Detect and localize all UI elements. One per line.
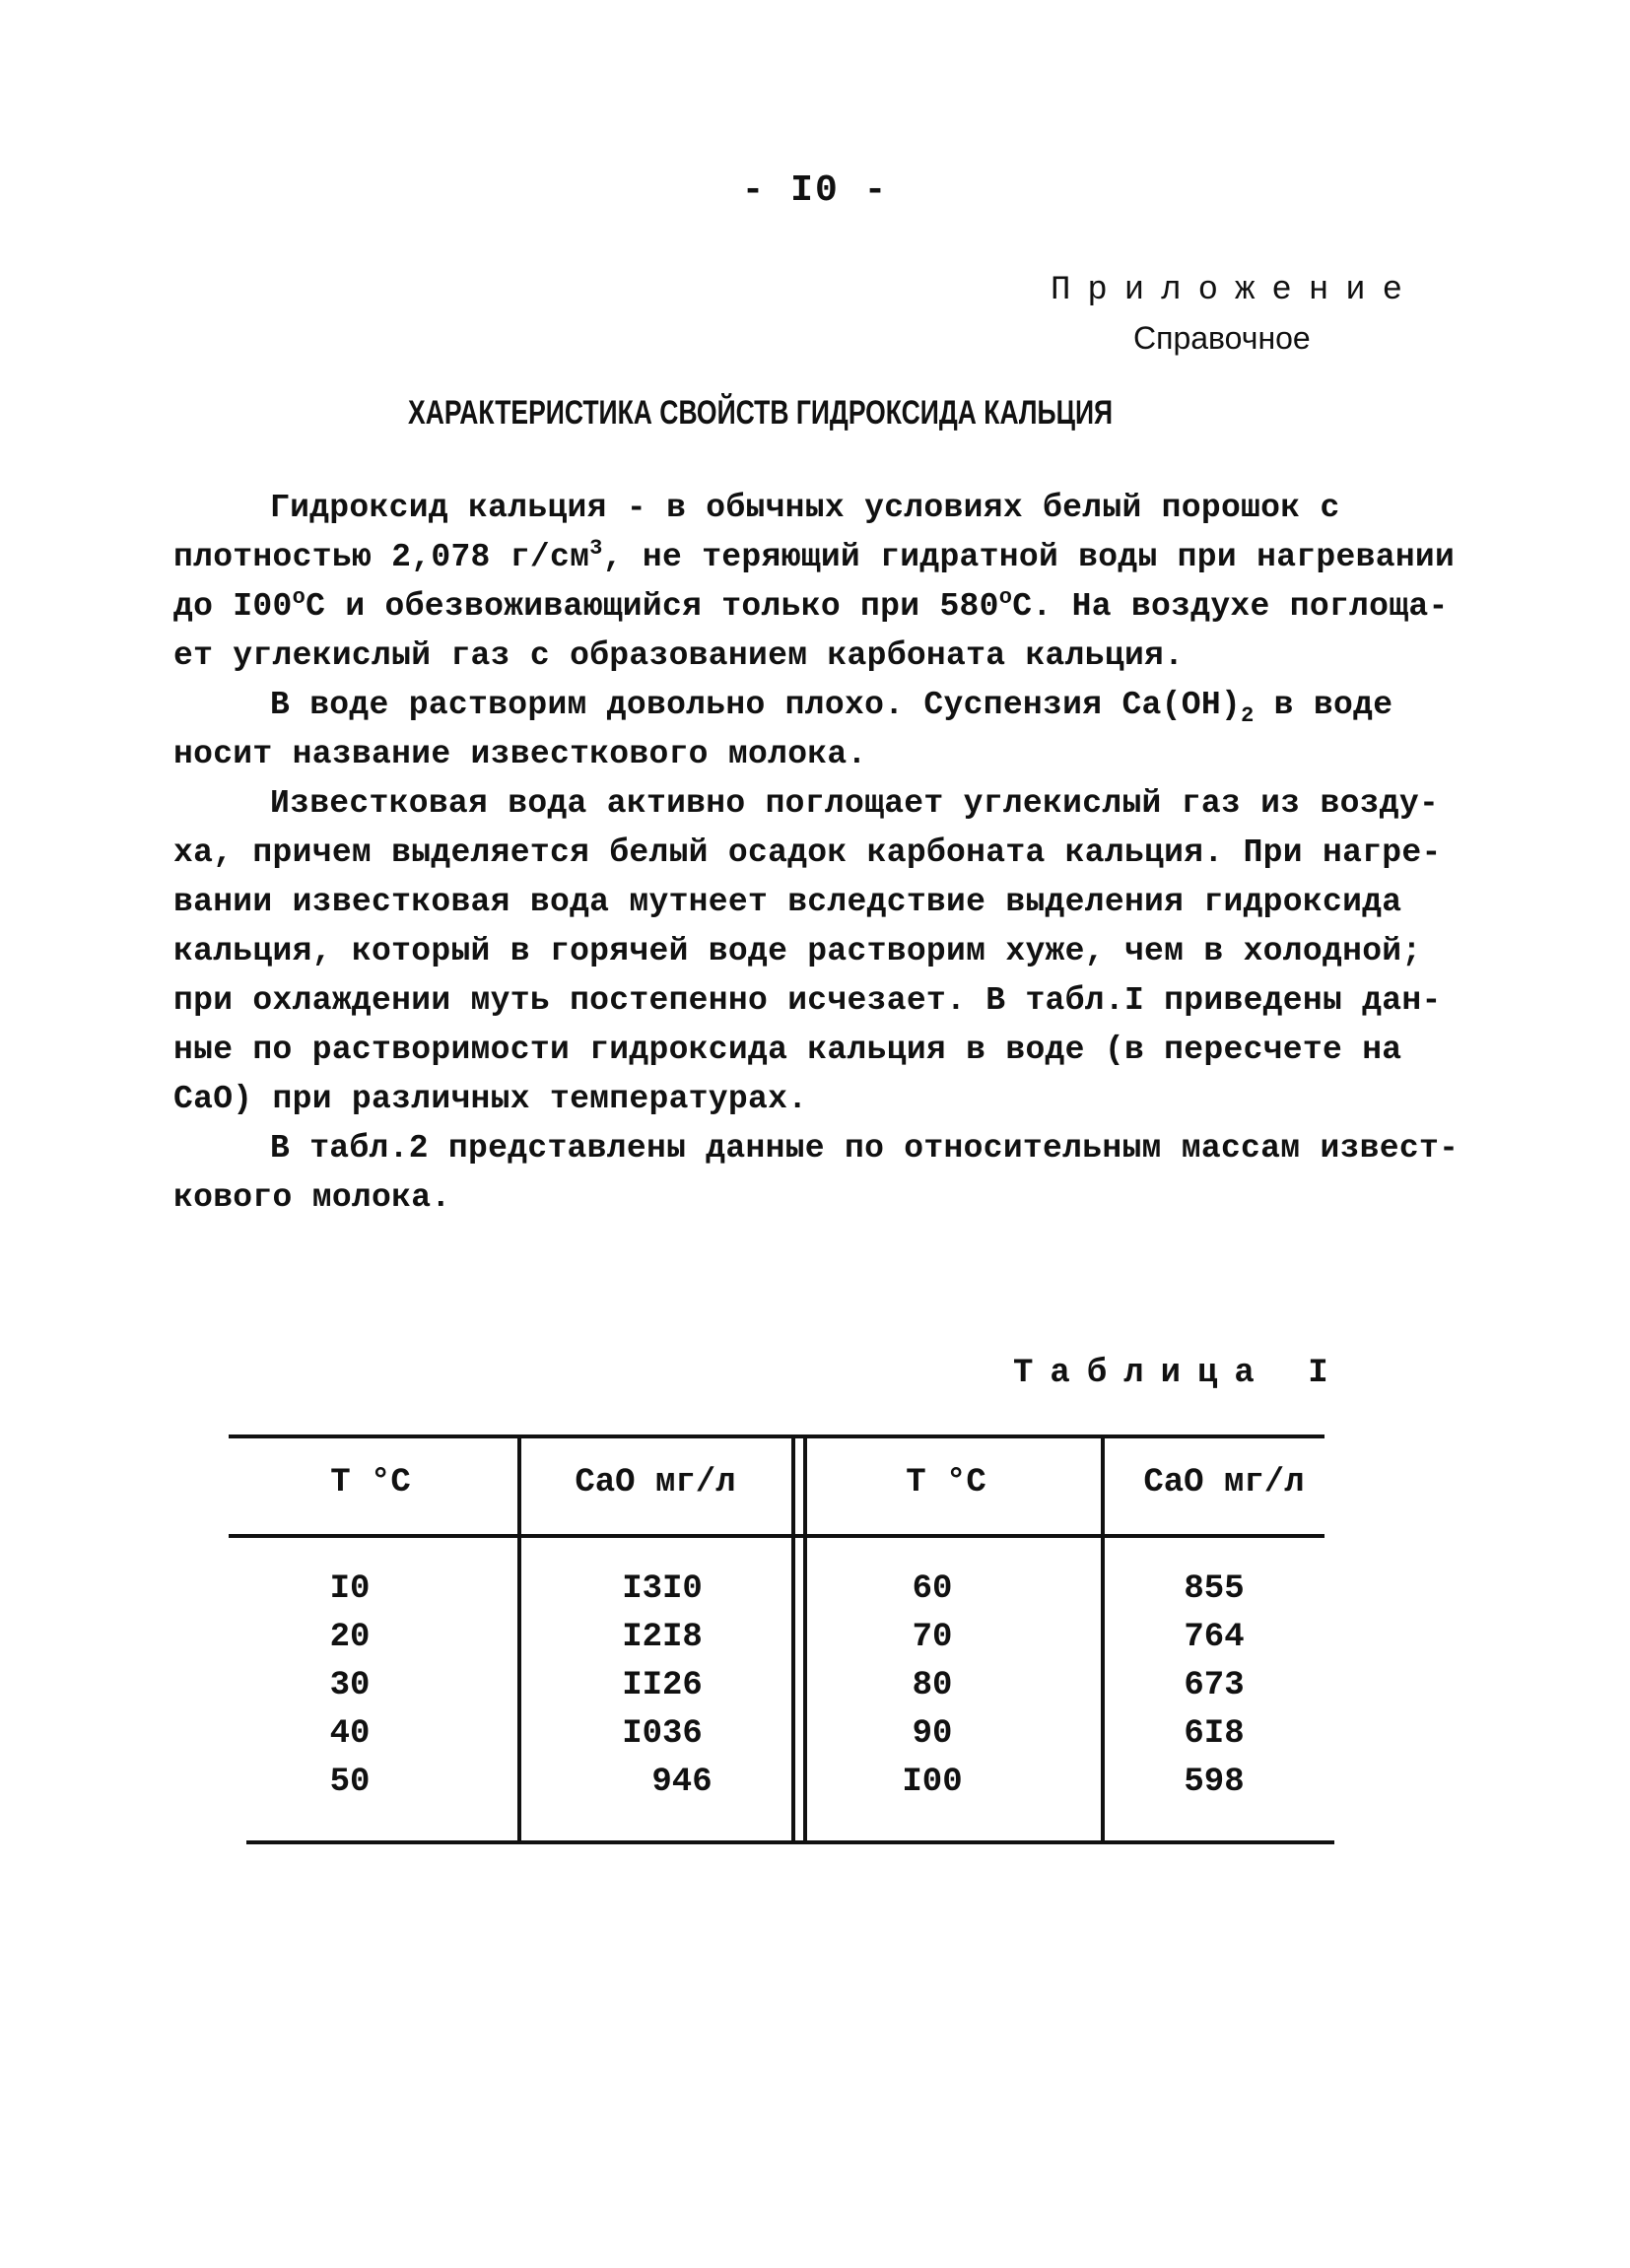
- p3-line-2: ха, причем выделяется белый осадок карбоната кальция. При нагре-: [173, 834, 1442, 871]
- p3-line-6: ные по растворимости гидроксида кальция в воде (в пересчете на: [173, 1032, 1402, 1068]
- table-cell: I00: [902, 1764, 963, 1801]
- table-header-cao-2: СаО мг/л: [1143, 1464, 1305, 1501]
- table-cell: 30: [329, 1667, 371, 1704]
- appendix-sublabel: Справочное: [1133, 320, 1311, 356]
- table-caption: Таблица I: [1013, 1355, 1345, 1392]
- table-cell: 764: [1184, 1619, 1245, 1656]
- p3-line-7: CaO) при различных температурах.: [173, 1081, 808, 1117]
- table-header-temp-2: Т °С: [906, 1464, 986, 1501]
- p2-line-1: В воде растворим довольно плохо. Суспензия $Ca(OH)_2$ в воде: [270, 687, 1393, 728]
- p3-line-4: кальция, который в горячей воде растворим хуже, чем в холодной;: [173, 933, 1422, 969]
- table-col-divider-2a: [791, 1438, 795, 1842]
- table-col-divider-2b: [803, 1438, 807, 1842]
- table-header-rule: [229, 1534, 1324, 1538]
- table-header-cao-1: СаО мг/л: [575, 1464, 736, 1501]
- table-cell: I0: [329, 1570, 371, 1608]
- document-title: ХАРАКТЕРИСТИКА СВОЙСТВ ГИДРОКСИДА КАЛЬЦИЯ: [408, 394, 1114, 432]
- table-cell: 946: [651, 1764, 713, 1801]
- page-number: - I0 -: [741, 169, 889, 212]
- p4-line-2: кового молока.: [173, 1179, 451, 1216]
- p1-line-3: до I00$^o$C и обезвоживающийся только при 580$^o$C. На воздухе поглоща-: [173, 585, 1449, 625]
- table-bottom-rule: [246, 1840, 1334, 1844]
- table-cell: 6I8: [1184, 1715, 1245, 1753]
- p1-line-2: плотностью 2,078 $г/см^3$, не теряющий гидратной воды при нагревании: [173, 536, 1456, 575]
- p2-line-2: носит название известкового молока.: [173, 736, 867, 772]
- table-cell: 70: [912, 1619, 953, 1656]
- table-cell: I2I8: [622, 1619, 703, 1656]
- table-cell: 40: [329, 1715, 371, 1753]
- table-cell: I036: [622, 1715, 703, 1753]
- table-cell: I3I0: [622, 1570, 703, 1608]
- table-cell: II26: [622, 1667, 703, 1704]
- table-cell: 50: [329, 1764, 371, 1801]
- table-cell: 673: [1184, 1667, 1245, 1704]
- table-col-divider-1: [517, 1438, 521, 1842]
- table-cell: 80: [912, 1667, 953, 1704]
- table-top-rule: [229, 1434, 1324, 1438]
- appendix-label: Приложение: [1051, 272, 1420, 309]
- p4-line-1: В табл.2 представлены данные по относительным массам извест-: [270, 1130, 1460, 1167]
- p3-line-3: вании известковая вода мутнеет вследствие выделения гидроксида: [173, 884, 1402, 920]
- table-col-divider-3: [1101, 1438, 1105, 1842]
- table-cell: 90: [912, 1715, 953, 1753]
- table-header-temp-1: Т °С: [330, 1464, 411, 1501]
- p3-line-5: при охлаждении муть постепенно исчезает. В табл.I приведены дан-: [173, 982, 1442, 1019]
- table-cell: 598: [1184, 1764, 1245, 1801]
- table-cell: 60: [912, 1570, 953, 1608]
- table-cell: 855: [1184, 1570, 1245, 1608]
- p3-line-1: Известковая вода активно поглощает углекислый газ из возду-: [270, 785, 1440, 822]
- p1-line-1: Гидроксид кальция - в обычных условиях белый порошок с: [270, 490, 1340, 526]
- p1-line-4: ет углекислый газ с образованием карбоната кальция.: [173, 637, 1185, 674]
- table-cell: 20: [329, 1619, 371, 1656]
